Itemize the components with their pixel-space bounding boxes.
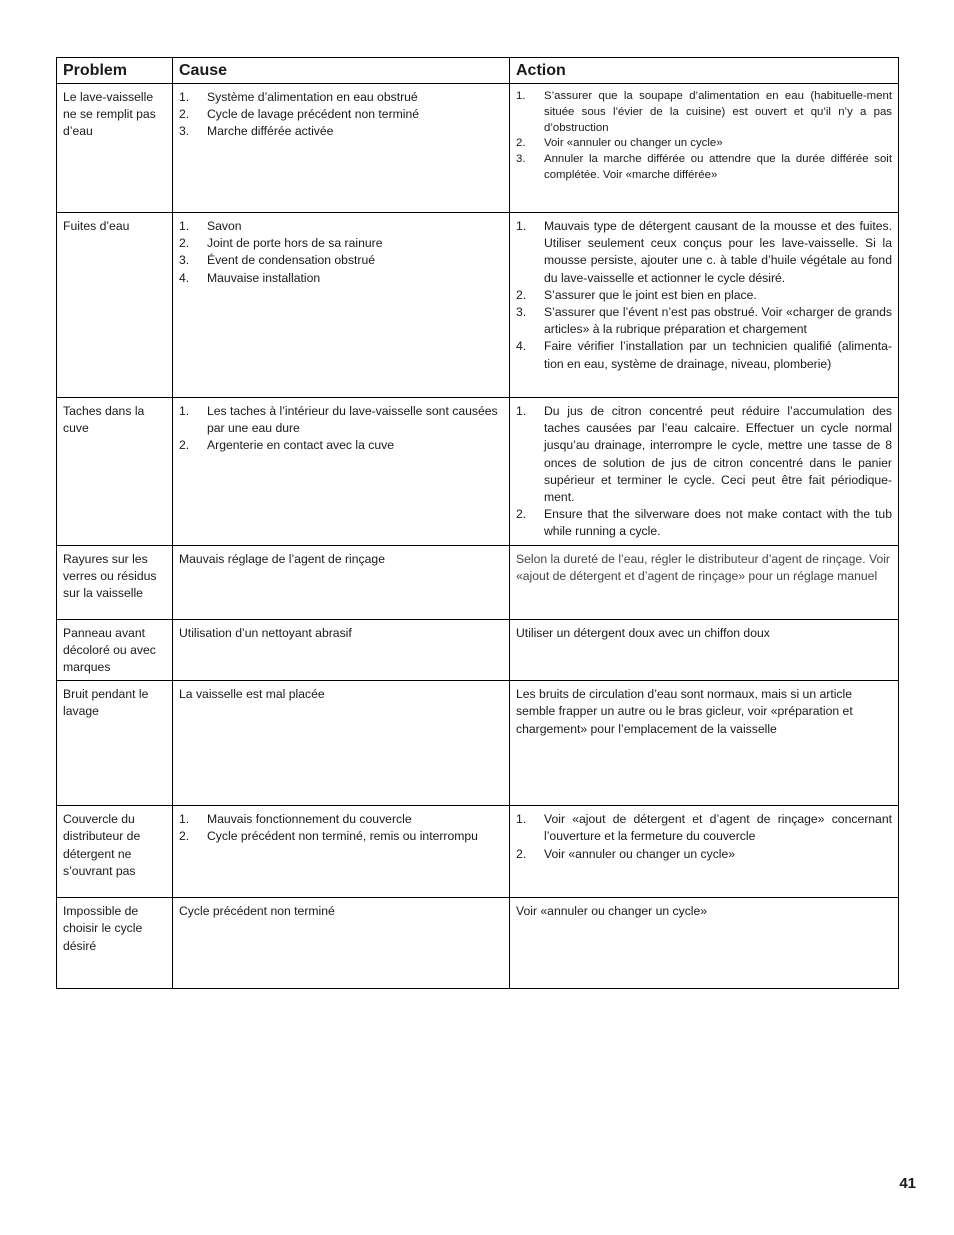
list-item: 3. Évent de condensation obstrué — [179, 253, 376, 268]
cause-list — [179, 811, 503, 845]
action-cell — [510, 213, 899, 398]
list-item: 1. S’assurer que la soupape d’alimentation en eau (habituelle-ment située sous l’évier de la cuisine) est ouvert et qu’il n’y a pas d’obstruction — [516, 90, 892, 134]
table-row — [57, 806, 899, 898]
problem-cell: Couvercle du distributeur de détergent ne s’ouvrant pas — [57, 806, 173, 898]
table-row — [57, 213, 899, 398]
list-item: 3. Marche différée activée — [179, 124, 334, 139]
list-item: 3. Annuler la marche différée ou attendre que la durée différée soit complétée. Voir «marche différée» — [516, 153, 892, 181]
action-list — [516, 403, 892, 541]
problem-cell: Impossible de choisir le cycle désiré — [57, 898, 173, 989]
problem-cell: Fuites d’eau — [57, 213, 173, 398]
list-item: 2. Joint de porte hors de sa rainure — [179, 236, 383, 251]
list-item: 1. Voir «ajout de détergent et d’agent de rinçage» concernant l’ouverture et la fermeture du couvercle — [516, 812, 892, 844]
action-cell — [510, 806, 899, 898]
troubleshooting-table — [56, 57, 899, 989]
table-row — [57, 545, 899, 619]
table-row — [57, 898, 899, 989]
cause-cell — [173, 806, 510, 898]
header-action: Action — [510, 58, 899, 84]
table-row — [57, 619, 899, 681]
list-item: 2. Ensure that the silverware does not make contact with the tub while running a cycle. — [516, 507, 892, 539]
list-item: 4. Mauvaise installation — [179, 270, 321, 285]
action-cell: Les bruits de circulation d’eau sont normaux, mais si un article semble frapper un autre ou le bras gicleur, voir «préparation et chargement» pour l’emplacement de la vaisselle — [510, 681, 899, 806]
problem-cell: Rayures sur les verres ou résidus sur la vaisselle — [57, 545, 173, 619]
list-item: 1. Du jus de citron concentré peut réduire l’accumulation des taches causées par l’eau calcaire. Effectuer un cycle normal jusqu’au drainage, interrompre le cycle, mettre une tasse de 8 onces de solution de jus de citron concentré dans le panier supérieur et terminer le cycle. Ceci peut être fait périodique-ment. — [516, 404, 892, 505]
cause-cell: La vaisselle est mal placée — [173, 681, 510, 806]
cause-list — [179, 218, 503, 287]
action-cell: Selon la dureté de l’eau, régler le distributeur d’agent de rinçage. Voir «ajout de détergent et d’agent de rinçage» pour un réglage manuel — [510, 545, 899, 619]
action-list — [516, 89, 892, 184]
action-list — [516, 218, 892, 373]
cause-cell: Mauvais réglage de l’agent de rinçage — [173, 545, 510, 619]
header-problem: Problem — [57, 58, 173, 84]
list-item: 2. Argenterie en contact avec la cuve — [179, 438, 394, 453]
cause-cell — [173, 84, 510, 213]
list-item: 2. Cycle de lavage précédent non terminé — [179, 107, 420, 122]
action-cell — [510, 398, 899, 546]
problem-cell: Panneau avant décoloré ou avec marques — [57, 619, 173, 681]
table-row — [57, 398, 899, 546]
list-item: 1. Système d’alimentation en eau obstrué — [179, 90, 418, 104]
list-item: 2. Cycle précédent non terminé, remis ou interrompu — [179, 829, 478, 844]
list-item: 1. Mauvais fonctionnement du couvercle — [179, 812, 412, 827]
list-item: 2. Voir «annuler ou changer un cycle» — [516, 846, 736, 861]
list-item: 3. S’assurer que l’évent n’est pas obstrué. Voir «charger de grands articles» à la rubrique préparation et chargement — [516, 305, 892, 337]
cause-list — [179, 403, 503, 455]
list-item: 1. Les taches à l’intérieur du lave-vaisselle sont causées par une eau dure — [179, 404, 498, 436]
list-item: 1. Mauvais type de détergent causant de la mousse et des fuites. Utiliser seulement ceux conçus pour les lave-vaisselle. Si la mousse persiste, ajouter une c. à table d’huile végétale au fond du lave-vaisselle et actionner le cycle désiré. — [516, 219, 892, 285]
action-cell — [510, 84, 899, 213]
action-cell: Voir «annuler ou changer un cycle» — [510, 898, 899, 989]
cause-cell — [173, 213, 510, 398]
table-header-row — [57, 58, 899, 84]
cause-cell — [173, 398, 510, 546]
header-cause: Cause — [173, 58, 510, 84]
list-item: 1. Savon — [179, 219, 242, 233]
list-item: 2. S’assurer que le joint est bien en place. — [516, 287, 757, 302]
cause-list — [179, 89, 503, 141]
cause-cell: Utilisation d’un nettoyant abrasif — [173, 619, 510, 681]
problem-cell: Taches dans la cuve — [57, 398, 173, 546]
list-item: 2. Voir «annuler ou changer un cycle» — [516, 137, 723, 150]
table-row — [57, 84, 899, 213]
table-row — [57, 681, 899, 806]
problem-cell: Bruit pendant le lavage — [57, 681, 173, 806]
action-list — [516, 811, 892, 863]
page-number: 41 — [899, 1175, 916, 1192]
action-cell: Utiliser un détergent doux avec un chiffon doux — [510, 619, 899, 681]
list-item: 4. Faire vérifier l’installation par un technicien qualifié (alimenta-tion en eau, système de drainage, niveau, plomberie) — [516, 339, 892, 371]
cause-cell: Cycle précédent non terminé — [173, 898, 510, 989]
problem-cell: Le lave-vaisselle ne se remplit pas d’eau — [57, 84, 173, 213]
